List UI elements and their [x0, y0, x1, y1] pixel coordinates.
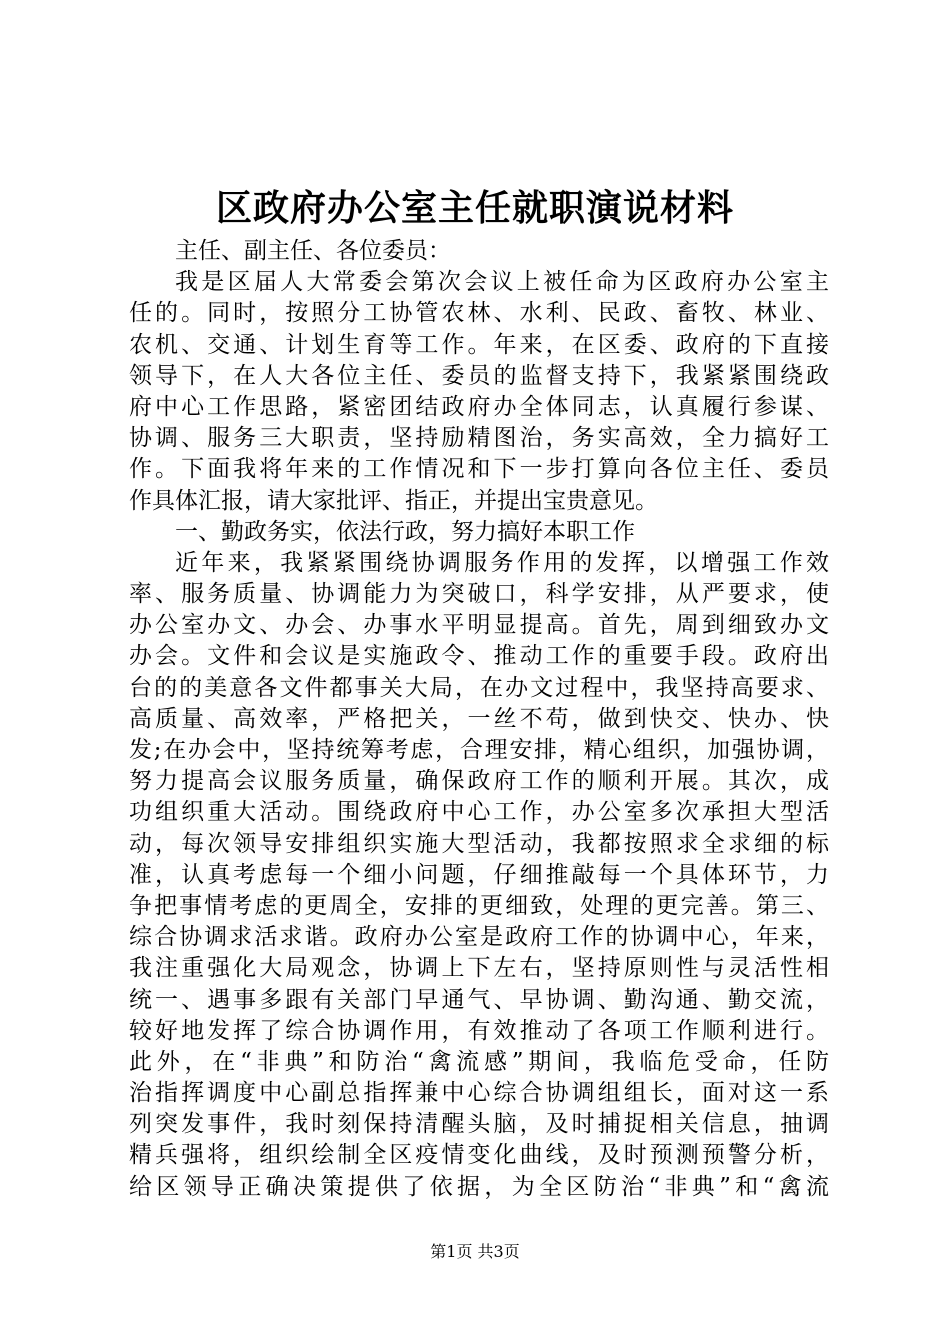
body-line: 办会。文件和会议是实施政令、推动工作的重要手段。政府出: [129, 643, 829, 670]
body-line: 台的的美意各文件都事关大局，在办文过程中，我坚持高要求、: [129, 674, 829, 701]
body-line: 争把事情考虑的更周全，安排的更细致，处理的更完善。第三、: [129, 892, 829, 919]
body-line: 我是区届人大常委会第次会议上被任命为区政府办公室主: [175, 269, 829, 296]
body-line: 综合协调求活求谐。政府办公室是政府工作的协调中心，年来，: [129, 924, 829, 951]
body-line: 办公室办文、办会、办事水平明显提高。首先，周到细致办文: [129, 612, 829, 639]
body-line: 治指挥调度中心副总指挥兼中心综合协调组组长，面对这一系: [129, 1080, 829, 1107]
body-line: 率、服务质量、协调能力为突破口，科学安排，从严要求，使: [129, 581, 829, 608]
body-line: 功组织重大活动。围绕政府中心工作，办公室多次承担大型活: [129, 799, 829, 826]
document-title: 区政府办公室主任就职演说材料: [215, 187, 734, 229]
body-line: 领导下，在人大各位主任、委员的监督支持下，我紧紧围绕政: [129, 362, 829, 389]
body-line: 府中心工作思路，紧密团结政府办全体同志，认真履行参谋、: [129, 393, 829, 420]
body-line: 协调、服务三大职责，坚持励精图治，务实高效，全力搞好工: [129, 425, 829, 452]
body-line: 统一、遇事多跟有关部门早通气、早协调、勤沟通、勤交流，: [129, 986, 829, 1013]
section-heading: 一、勤政务实，依法行政，努力搞好本职工作: [175, 518, 635, 545]
body-line: 作具体汇报，请大家批评、指正，并提出宝贵意见。: [129, 487, 658, 514]
body-line: 较好地发挥了综合协调作用，有效推动了各项工作顺利进行。: [129, 1017, 829, 1044]
body-line: 我注重强化大局观念，协调上下左右，坚持原则性与灵活性相: [129, 955, 829, 982]
body-line: 列突发事件，我时刻保持清醒头脑，及时捕捉相关信息，抽调: [129, 1111, 829, 1138]
body-line: 发;在办会中，坚持统筹考虑，合理安排，精心组织，加强协调，: [129, 737, 829, 763]
body-line: 近年来，我紧紧围绕协调服务作用的发挥，以增强工作效: [175, 549, 829, 576]
body-line: 动，每次领导安排组织实施大型活动，我都按照求全求细的标: [129, 830, 829, 857]
body-line: 精兵强将，组织绘制全区疫情变化曲线，及时预测预警分析，: [129, 1142, 829, 1169]
body-line: 任的。同时，按照分工协管农林、水利、民政、畜牧、林业、: [129, 300, 829, 327]
salutation-line: 主任、副主任、各位委员：: [175, 238, 451, 264]
document-body: [129, 236, 829, 1203]
body-line: 作。下面我将年来的工作情况和下一步打算向各位主任、委员: [129, 456, 829, 483]
body-line: 农机、交通、计划生育等工作。年来，在区委、政府的下直接: [129, 331, 829, 358]
page-footer: 第1页 共3页: [430, 1242, 520, 1261]
body-line: 此外，在“非典”和防治“禽流感”期间，我临危受命，任防: [129, 1048, 829, 1075]
body-line: 努力提高会议服务质量，确保政府工作的顺利开展。其次，成: [129, 768, 829, 795]
body-line: 高质量、高效率，严格把关，一丝不苟，做到快交、快办、快: [129, 705, 829, 732]
body-line: 准，认真考虑每一个细小问题，仔细推敲每一个具体环节，力: [129, 861, 829, 888]
body-line: 给区领导正确决策提供了依据，为全区防治“非典”和“禽流: [129, 1173, 829, 1200]
